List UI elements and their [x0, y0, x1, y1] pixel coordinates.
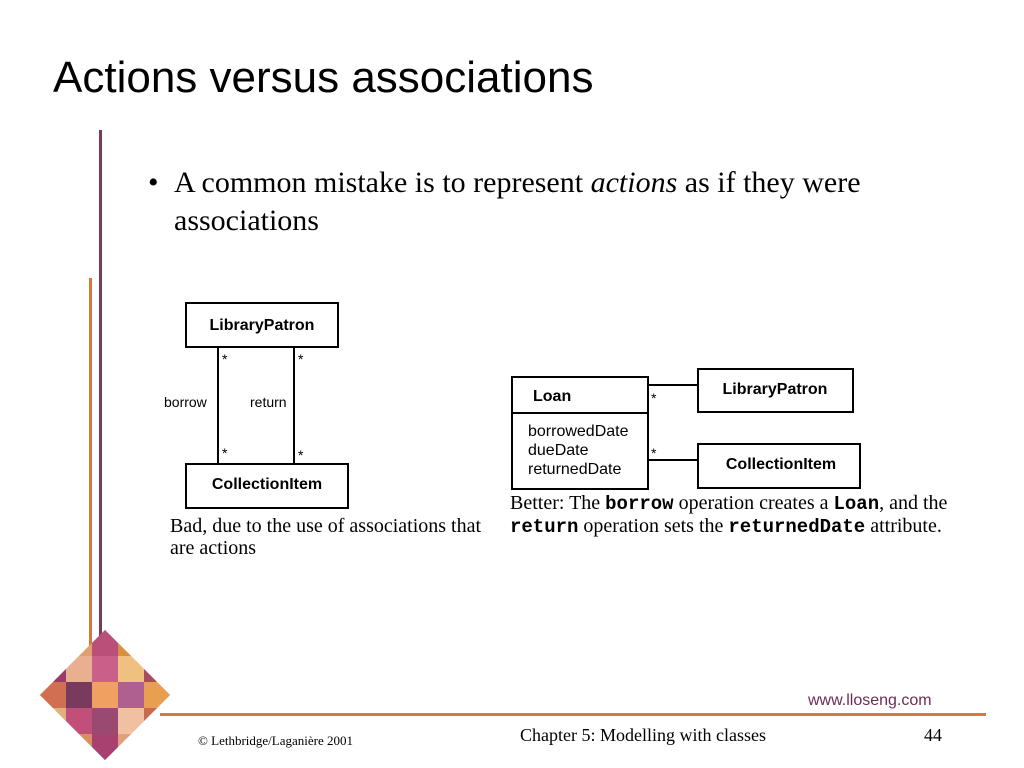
bad-diagram: [164, 303, 348, 508]
collection-item-class-name-right: CollectionItem: [725, 456, 837, 473]
loan-attribute: dueDate: [528, 442, 589, 459]
return-association-label: return: [250, 394, 287, 410]
footer-chapter: Chapter 5: Modelling with classes: [520, 725, 766, 745]
caption-code-borrow: borrow: [605, 493, 674, 515]
caption-text: , and the: [879, 492, 948, 514]
caption-text: operation sets the: [578, 515, 729, 537]
bullet-text-emphasis: actions: [590, 166, 678, 199]
multiplicity-top-left: *: [222, 351, 228, 367]
slide-number: 44: [924, 725, 942, 745]
caption-text: operation creates a: [673, 492, 834, 514]
website-link[interactable]: www.lloseng.com: [808, 692, 932, 709]
collection-item-class-name: CollectionItem: [211, 476, 323, 493]
multiplicity-bottom-right: *: [298, 447, 304, 463]
borrow-association-label: borrow: [164, 394, 207, 410]
decorative-quilt-logo: [40, 630, 170, 760]
better-diagram: [512, 369, 860, 489]
multiplicity-loan-patron: *: [651, 390, 657, 406]
multiplicity-loan-item: *: [651, 445, 657, 461]
multiplicity-top-right: *: [298, 351, 304, 367]
better-diagram-caption: [510, 492, 990, 538]
caption-text: attribute.: [865, 515, 942, 537]
slide-title: Actions versus associations: [53, 53, 594, 102]
loan-attribute: borrowedDate: [528, 423, 629, 440]
bad-diagram-caption: Bad, due to the use of associations that are actions: [170, 515, 482, 559]
caption-code-loan: Loan: [833, 493, 880, 515]
loan-class-name: Loan: [533, 388, 572, 405]
caption-code-returneddate: returnedDate: [728, 516, 866, 538]
footer-copyright: © Lethbridge/Laganière 2001: [198, 733, 353, 748]
caption-text: Better: The: [510, 492, 606, 514]
bullet-text-before: A common mistake is to represent: [174, 166, 591, 199]
multiplicity-bottom-left: *: [222, 445, 228, 461]
library-patron-class-name: LibraryPatron: [209, 317, 315, 334]
loan-attribute: returnedDate: [528, 461, 622, 478]
library-patron-class-name-right: LibraryPatron: [722, 381, 828, 398]
bullet-marker: •: [148, 166, 159, 199]
bullet-text-after: as if they were associations: [174, 166, 861, 237]
caption-code-return: return: [510, 516, 579, 538]
